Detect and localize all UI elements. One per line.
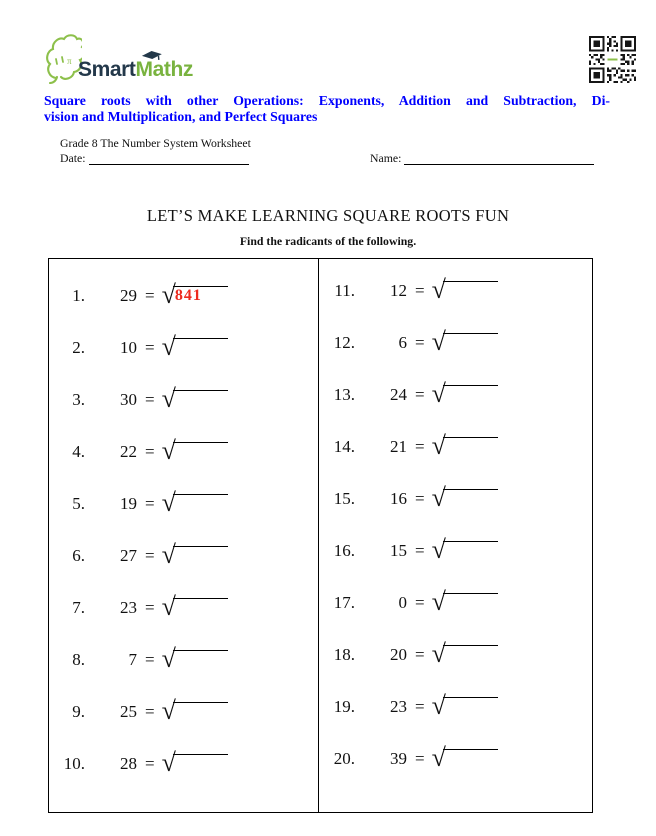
radical [161,280,228,313]
equals-sign: = [145,546,155,565]
radical-icon: √ [161,332,176,361]
problem-row [49,270,318,322]
equals-sign: = [415,541,425,560]
answer-field [173,702,228,721]
radical-icon: √ [431,379,446,408]
radical [161,488,228,521]
radical [431,483,498,516]
problem-number: 12. [333,333,355,352]
problem-row [319,317,592,369]
radical-icon: √ [431,483,446,512]
answer-field [173,494,228,513]
radical-icon: √ [161,384,176,413]
answer-field [443,697,498,716]
radical [431,379,498,412]
problem-number: 17. [333,593,355,612]
equals-sign: = [145,390,155,409]
problem-row [49,738,318,790]
problem-number: 11. [334,281,355,300]
radical [431,431,498,464]
answer-field [443,489,498,508]
problem-value: 20 [390,645,407,664]
problem-value: 12 [390,281,407,300]
problem-value: 7 [128,650,137,669]
radical-icon: √ [431,327,446,356]
worksheet-title: LET’S MAKE LEARNING SQUARE ROOTS FUN [146,206,510,225]
problem-row [319,421,592,473]
problem-number: 8. [72,650,85,669]
radical [161,384,228,417]
problem-value: 22 [120,442,137,461]
problem-number: 15. [333,489,355,508]
problem-row [49,426,318,478]
equals-sign: = [145,754,155,773]
radical [431,327,498,360]
radical-icon: √ [431,639,446,668]
problem-row [319,525,592,577]
problem-value: 23 [390,697,407,716]
answer-field [443,281,498,300]
radical-icon: √ [431,587,446,616]
equals-sign: = [415,385,425,404]
answer-field [443,749,498,768]
problem-row [319,733,592,785]
assignment-heading [44,93,610,124]
smartmathz-logo [44,34,193,84]
equals-sign: = [415,697,425,716]
logo-text [78,59,193,80]
equals-sign: = [145,338,155,357]
radical [161,592,228,625]
equals-sign: = [415,749,425,768]
problem-value: 30 [120,390,137,409]
radical-icon: √ [161,592,176,621]
problem-value: 21 [390,437,407,456]
radical-icon: √ [161,436,176,465]
problem-value: 28 [120,754,137,773]
problem-number: 14. [333,437,355,456]
answer-field [443,645,498,664]
problem-value: 29 [120,286,137,305]
radical [431,639,498,672]
problem-value: 16 [390,489,407,508]
equals-sign: = [145,702,155,721]
problem-value: 23 [120,598,137,617]
problem-number: 16. [333,541,355,560]
problem-row [319,473,592,525]
radical [161,332,228,365]
equals-sign: = [415,593,425,612]
assignment-heading-line2: vision and Multiplication, and Perfect Squares [44,108,318,124]
problem-number: 19. [333,697,355,716]
scribble-tree-icon [44,34,82,84]
problem-number: 18. [333,645,355,664]
equals-sign: = [145,494,155,513]
problem-row [49,686,318,738]
answer-field [173,754,228,773]
radical [161,644,228,677]
problem-number: 9. [72,702,85,721]
problem-value: 6 [398,333,407,352]
problem-row [319,369,592,421]
radical [431,587,498,620]
equals-sign: = [415,489,425,508]
radical [161,748,228,781]
problems-table [48,258,593,813]
radical-icon: √ [161,748,176,777]
radical-icon: √ [431,691,446,720]
answer-field [443,437,498,456]
radical-icon: √ [161,696,176,725]
radical [161,436,228,469]
answer-field [173,598,228,617]
radical [431,691,498,724]
problem-row [49,478,318,530]
radical [431,535,498,568]
problem-row [319,681,592,733]
name-label: Name: [370,151,402,165]
radical [431,743,498,776]
equals-sign: = [145,650,155,669]
assignment-heading-line1: Square roots with other Operations: Exponents, Addition and Subtraction, Di- [44,93,610,108]
problem-number: 2. [72,338,85,357]
equals-sign: = [415,437,425,456]
grade-line: Grade 8 The Number System Worksheet [60,136,251,150]
problem-row [319,577,592,629]
equals-sign: = [145,442,155,461]
radical [161,540,228,573]
problem-value: 25 [120,702,137,721]
name-fill-line [404,151,594,165]
problem-number: 4. [72,442,85,461]
radical-icon: √ [431,431,446,460]
radical-icon: √ [431,535,446,564]
problem-number: 1. [72,286,85,305]
radical-icon: √ [161,540,176,569]
answer-field [443,541,498,560]
problem-number: 20. [333,749,355,768]
problem-value: 15 [390,541,407,560]
problem-row [49,582,318,634]
equals-sign: = [415,333,425,352]
problem-row [49,530,318,582]
answer-field [443,385,498,404]
answer-field [443,333,498,352]
answer-field [173,650,228,669]
brand-smart: Smart [78,58,136,81]
problem-row [49,322,318,374]
radical [431,275,498,308]
problem-row [319,629,592,681]
radical-icon: √ [161,488,176,517]
date-label: Date: [60,151,86,165]
problems-column-right [319,259,592,812]
answer-field [173,442,228,461]
problem-number: 7. [72,598,85,617]
answer-field [173,546,228,565]
problem-row [49,374,318,426]
equals-sign: = [145,598,155,617]
problem-number: 13. [333,385,355,404]
graduation-cap-icon [142,50,163,63]
problem-value: 39 [390,749,407,768]
date-fill-line [89,151,249,165]
radical-icon: √ [431,743,446,772]
problems-column-left [49,259,319,812]
problem-value: 27 [120,546,137,565]
worksheet-subtitle: Find the radicants of the following. [239,234,417,248]
radical-icon: √ [161,280,176,309]
problem-number: 3. [72,390,85,409]
radical-icon: √ [431,275,446,304]
problem-value: 24 [390,385,407,404]
radical [161,696,228,729]
answer-field [443,593,498,612]
pi-symbol: π [67,56,72,66]
problem-number: 10. [63,754,85,773]
qr-code [589,36,636,83]
problem-number: 5. [72,494,85,513]
problem-value: 0 [398,593,407,612]
problem-value: 10 [120,338,137,357]
problem-row [49,634,318,686]
equals-sign: = [415,281,425,300]
brand-mathz: Mathz [135,58,194,81]
answer-field [173,338,228,357]
problem-value: 19 [120,494,137,513]
equals-sign: = [145,286,155,305]
problem-number: 6. [72,546,85,565]
problem-row [319,265,592,317]
answer-field [173,390,228,409]
answer-field: 841 [173,286,228,305]
equals-sign: = [415,645,425,664]
radical-icon: √ [161,644,176,673]
